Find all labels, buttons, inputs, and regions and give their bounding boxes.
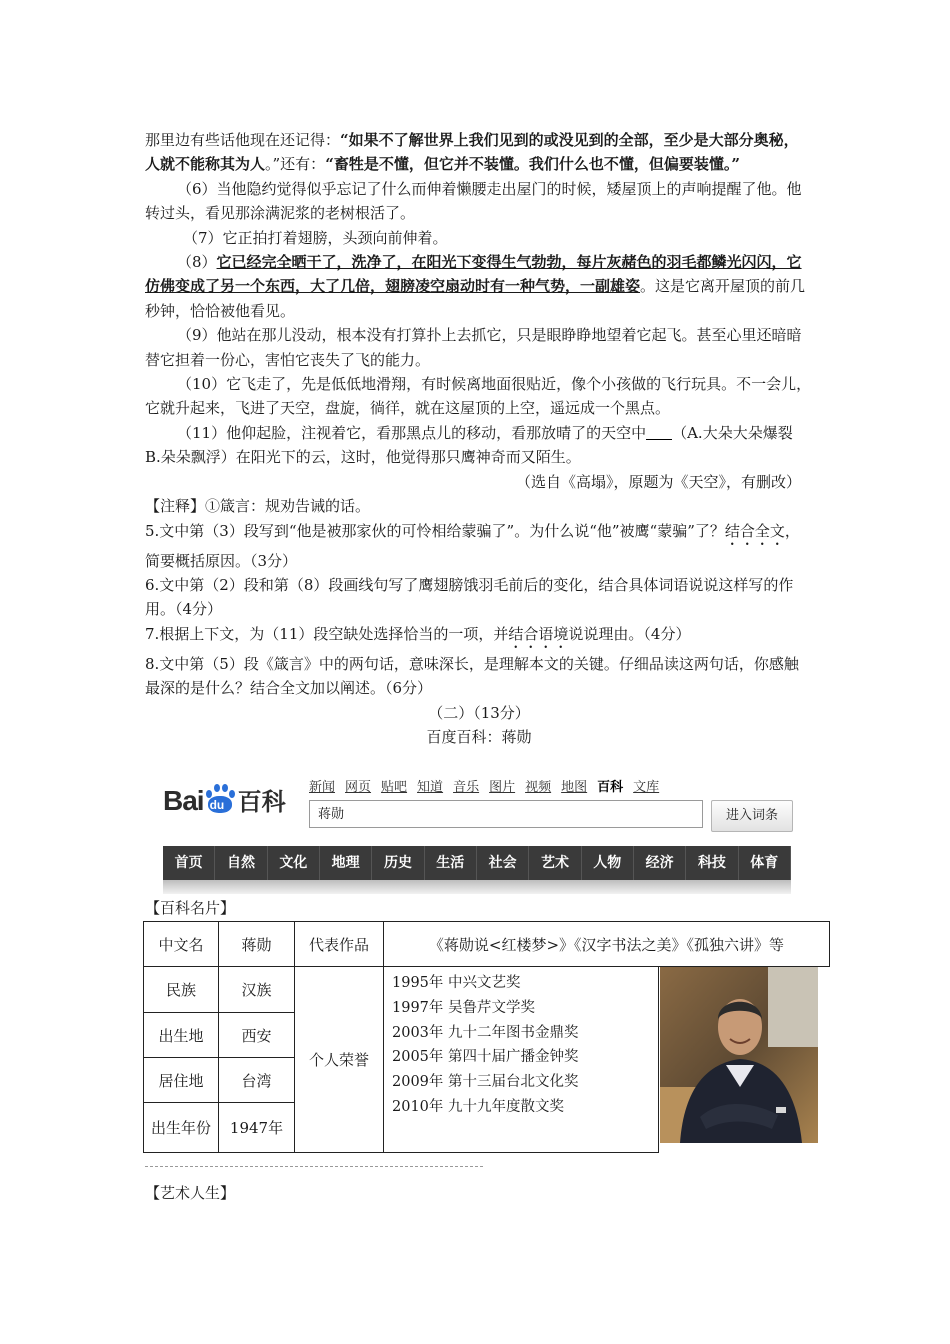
honor-item: 2003年 九十二年图书金鼎奖	[392, 1024, 579, 1041]
baidu-nav-links	[309, 776, 669, 795]
paragraph-8	[145, 250, 813, 323]
answer-blank[interactable]	[646, 425, 672, 440]
paragraph-9: （9）他站在那儿没动，根本没有打算扑上去抓它，只是眼睁睁地望着它起飞。甚至心里还暗暗替它担着一份心，害怕它丧失了飞的能力。	[145, 326, 802, 369]
category-tab[interactable]: 自然	[215, 846, 267, 880]
enter-entry-button[interactable]: 进入词条	[711, 800, 793, 832]
category-bar	[163, 846, 791, 880]
honor-item: 2010年 九十九年度散文奖	[392, 1098, 565, 1115]
table-cell: 1947年	[219, 1103, 295, 1153]
table-cell: 蒋勋	[219, 922, 295, 967]
nav-link[interactable]: 视频	[525, 780, 552, 795]
text-span: ，简要概括原因。（3分）	[145, 521, 800, 570]
table-cell: 民族	[144, 967, 219, 1013]
table-cell: 居住地	[144, 1058, 219, 1103]
text-span: 说说理由。（4分）	[568, 624, 691, 643]
nav-link[interactable]: 文库	[633, 780, 660, 795]
text-span: 5.文中第（3）段写到“他是被那家伙的可怜相给蒙骗了”。为什么说“他”被鹰“蒙骗”了？	[145, 521, 725, 540]
paragraph-7: （7）它正拍打着翅膀，头颈向前伸着。	[183, 228, 448, 247]
logo-text: Bai	[163, 785, 204, 816]
table-cell: 个人荣誉	[295, 967, 384, 1153]
honor-item: 1995年 中兴文艺奖	[392, 975, 521, 991]
category-tab[interactable]: 生活	[425, 846, 477, 880]
nav-link[interactable]: 地图	[561, 780, 588, 795]
divider	[145, 1166, 483, 1167]
bold-quote-1: “如果不了解世界上我们见到的或没见到的全部，至少是大部分奥秘，人就不能称其为人	[145, 131, 799, 174]
source-line: （选自《高塌》，原题为《天空》，有删改）	[515, 472, 801, 491]
dotted-emphasis: 结合全文	[724, 521, 785, 540]
portrait-photo	[660, 967, 818, 1143]
category-tab[interactable]: 地理	[320, 846, 372, 880]
table-cell: 代表作品	[295, 922, 384, 967]
category-tab[interactable]: 历史	[372, 846, 424, 880]
category-tab[interactable]: 艺术	[529, 846, 581, 880]
table-row	[144, 922, 830, 967]
paragraph-10: （10）它飞走了，先是低低地滑翔，有时候离地面很贴近，像个小孩做的飞行玩具。不一会儿，它就升起来，飞进了天空，盘旋，徜徉，就在这屋顶的上空，遥远成一个黑点。	[145, 375, 812, 418]
table-cell: 出生年份	[144, 1103, 219, 1153]
honor-item: 1997年 吴鲁芹文学奖	[392, 999, 536, 1016]
text-span: （A.大朵大朵爆裂 B.朵朵飘浮）在阳光下的云，这时，他觉得那只鹰神奇而又陌生。	[145, 423, 793, 467]
category-tab[interactable]: 科技	[686, 846, 738, 880]
nav-link[interactable]: 图片	[489, 780, 516, 795]
card-title: 【百科名片】	[145, 899, 236, 917]
text-span: 7.根据上下文，为（11）段空缺处选择恰当的一项，并	[145, 624, 509, 643]
honors-cell	[384, 967, 659, 1153]
table-cell: 汉族	[219, 967, 295, 1013]
paragraph-11	[145, 421, 813, 470]
table-cell: 西安	[219, 1013, 295, 1058]
nav-link[interactable]: 音乐	[453, 780, 480, 795]
search-input[interactable]: 蒋勋	[309, 800, 703, 828]
logo-baike: 百科	[237, 788, 286, 816]
baidu-logo	[163, 782, 286, 817]
nav-link-current[interactable]: 百科	[597, 780, 624, 795]
table-cell: 台湾	[219, 1058, 295, 1103]
part-2-title: 百度百科：蒋勋	[426, 727, 532, 746]
question-7	[145, 622, 813, 652]
honor-item: 2005年 第四十届广播金钟奖	[392, 1049, 579, 1066]
category-tab[interactable]: 社会	[477, 846, 529, 880]
paragraph-6: （6）当他隐约觉得似乎忘记了什么而伸着懒腰走出屋门的时候，矮屋顶上的声响提醒了他。他转过头，看见那涂满泥浆的老树根活了。	[145, 179, 802, 223]
passage	[145, 128, 813, 749]
paragraph-number: （8）	[177, 253, 217, 272]
paw-icon	[204, 784, 236, 814]
part-2-heading: （二）（13分）	[428, 703, 530, 722]
section-heading-art-life: 【艺术人生】	[145, 1184, 236, 1202]
question-5	[145, 519, 813, 573]
question-6: 6.文中第（2）段和第（8）段画线句写了鹰翅膀饿羽毛前后的变化，结合具体词语说说这样写的作用。（4分）	[145, 575, 794, 619]
table-cell: 出生地	[144, 1013, 219, 1058]
category-bar-shadow	[163, 880, 791, 894]
logo-du: du	[209, 798, 225, 812]
nav-link[interactable]: 新闻	[309, 780, 336, 795]
text-span: 。这是它离开屋顶的前几秒钟，恰恰被他看见。	[145, 277, 806, 320]
paragraph-5-end	[145, 128, 813, 177]
nav-link[interactable]: 网页	[345, 780, 372, 795]
category-tab[interactable]: 体育	[739, 846, 791, 880]
nav-link[interactable]: 知道	[417, 780, 444, 795]
bold-quote-2: “畜牲是不懂，但它并不装懂。我们什么也不懂，但偏要装懂。”	[325, 155, 740, 174]
question-8: 8.文中第（5）段《箴言》中的两句话，意味深长，是理解本文的关键。仔细品读这两句话，你感触最深的是什么？结合全文加以阐述。（6分）	[145, 654, 799, 698]
category-tab[interactable]: 经济	[634, 846, 686, 880]
dotted-emphasis: 结合语境	[508, 624, 569, 643]
text-span: （11）他仰起脸，注视着它，看那黑点儿的移动，看那放晴了的天空中	[177, 423, 647, 442]
category-tab[interactable]: 人物	[582, 846, 634, 880]
baidu-baike-header	[145, 772, 795, 898]
text-span: 那里边有些话他现在还记得：	[145, 131, 341, 149]
table-cell: 中文名	[144, 922, 219, 967]
text-span: 。”还有：	[265, 155, 326, 174]
annotation-note: 【注释】①箴言：规劝告诫的话。	[145, 497, 371, 516]
portrait-image	[660, 967, 818, 1143]
nav-link[interactable]: 贴吧	[381, 780, 408, 795]
underlined-sentence: 它已经完全晒干了，洗净了，在阳光下变得生气勃勃，每片灰赭色的羽毛都鳞光闪闪，它仿佛变成了另一个东西，大了几倍，翅膀凌空扇动时有一种气势，一副雄姿	[145, 253, 802, 296]
table-cell: 《蒋勋说<红楼梦>》《汉字书法之美》《孤独六讲》等	[384, 922, 830, 967]
category-tab[interactable]: 文化	[268, 846, 320, 880]
category-tab[interactable]: 首页	[163, 846, 215, 880]
honor-item: 2009年 第十三届台北文化奖	[392, 1074, 579, 1091]
